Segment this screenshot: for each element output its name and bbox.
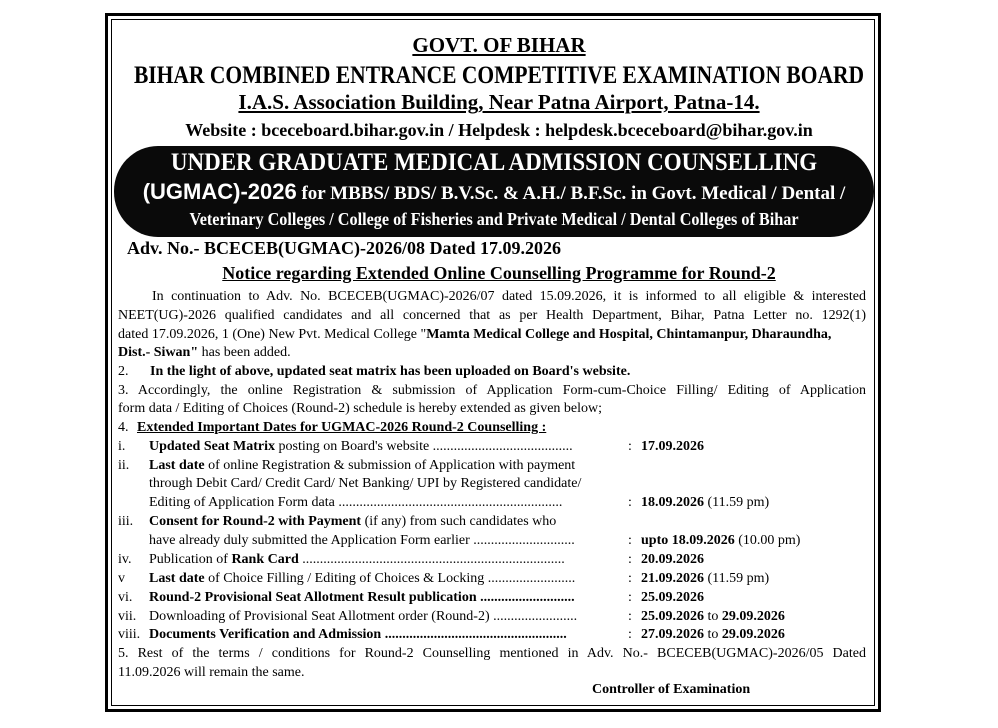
dates-heading: Extended Important Dates for UGMAC-2026 Round-2 Counselling : xyxy=(137,420,547,435)
para3-line2: form data / Editing of Choices (Round-2) schedule is hereby extended as given below; xyxy=(118,401,603,416)
para5-line2: 11.09.2026 will remain the same. xyxy=(118,665,305,680)
item-vii-colon: : xyxy=(628,609,632,624)
para3-line1: 3. Accordingly, the online Registration & submission of Application Form-cum-Choice Filling/ Editing of Application xyxy=(118,383,866,398)
item-ii-line2: through Debit Card/ Credit Card/ Net Banking/ UPI by Registered candidate/ xyxy=(149,476,582,491)
board-address: I.A.S. Association Building, Near Patna Airport, Patna-14. xyxy=(238,90,760,114)
item-vii-date xyxy=(641,609,785,625)
item-viii-date xyxy=(641,627,785,643)
para1-line3 xyxy=(118,327,831,343)
item-iii-rest: (if any) from such candidates who xyxy=(361,514,557,529)
item-iii-colon: : xyxy=(628,533,632,548)
item-v-time: (11.59 pm) xyxy=(704,571,770,586)
banner-courses: for MBBS/ BDS/ B.V.Sc. & A.H./ B.F.Sc. in Govt. Medical / Dental / xyxy=(296,183,846,204)
item-i-label xyxy=(149,439,573,455)
item-iv-colon: : xyxy=(628,552,632,567)
item-i-bold: Updated Seat Matrix xyxy=(149,439,275,454)
item-iv-pre: Publication of xyxy=(149,552,232,567)
item-ii-label xyxy=(149,458,575,474)
item-iii-date-value: 18.09.2026 xyxy=(671,533,735,548)
item-iii-bold: Consent for Round-2 with Payment xyxy=(149,514,362,529)
banner-line-3: Veterinary Colleges / College of Fisheries and Private Medical / Dental Colleges of Bihar xyxy=(189,209,799,229)
website-helpdesk: Website : bceceboard.bihar.gov.in / Helpdesk : helpdesk.bceceboard@bihar.gov.in xyxy=(185,120,813,140)
banner-line-2 xyxy=(114,179,874,205)
item-vi-colon: : xyxy=(628,590,632,605)
board-name: BIHAR COMBINED ENTRANCE COMPETITIVE EXAMINATION BOARD xyxy=(133,62,865,89)
item-vii-number: vii. xyxy=(118,609,137,624)
para2-number: 2. xyxy=(118,364,129,379)
item-vii-label: Downloading of Provisional Seat Allotment order (Round-2) ........................ xyxy=(149,609,578,624)
item-vii-end: 29.09.2026 xyxy=(721,609,785,624)
item-vii-to: to xyxy=(704,609,722,624)
item-iii-line2: have already duly submitted the Application Form earlier ............................. xyxy=(149,533,575,548)
item-viii-label: Documents Verification and Admission .................................................... xyxy=(149,627,567,642)
college-district: Dist.- Siwan" xyxy=(118,345,199,360)
item-vi-date: 25.09.2026 xyxy=(641,590,704,605)
item-ii-line3: Editing of Application Form data ................................................................ xyxy=(149,495,563,510)
item-viii-colon: : xyxy=(628,627,632,642)
item-viii-start: 27.09.2026 xyxy=(641,627,704,642)
item-iv-number: iv. xyxy=(118,552,132,567)
title-banner xyxy=(114,146,874,237)
item-ii-date xyxy=(641,495,769,511)
banner-ugmac: (UGMAC)-2026 xyxy=(142,179,297,204)
college-name: Mamta Medical College and Hospital, Chintamanpur, Dharaundha, xyxy=(426,327,832,342)
item-iii-date xyxy=(641,533,800,549)
item-v-label xyxy=(149,571,575,587)
item-i-date: 17.09.2026 xyxy=(641,439,704,454)
banner-line-1: UNDER GRADUATE MEDICAL ADMISSION COUNSELLING xyxy=(170,149,818,176)
item-ii-time: (11.59 pm) xyxy=(704,495,770,510)
item-iii-time: (10.00 pm) xyxy=(734,533,801,548)
item-vi-label: Round-2 Provisional Seat Allotment Result publication ........................... xyxy=(149,590,575,605)
item-v-bold: Last date xyxy=(149,571,205,586)
item-vii-start: 25.09.2026 xyxy=(641,609,704,624)
item-iv-label xyxy=(149,552,565,568)
item-viii-number: viii. xyxy=(118,627,141,642)
item-iv-date: 20.09.2026 xyxy=(641,552,704,567)
item-i-rest: posting on Board's website ........................................ xyxy=(275,439,573,454)
item-viii-to: to xyxy=(704,627,722,642)
para4-number: 4. xyxy=(118,420,129,435)
item-iv-rest: ........................................................................... xyxy=(298,552,565,567)
item-ii-rest: of online Registration & submission of Application with payment xyxy=(204,458,576,473)
item-v-date xyxy=(641,571,769,587)
item-iv-bold: Rank Card xyxy=(231,552,299,567)
item-ii-bold: Last date xyxy=(149,458,205,473)
para1-line4-text: has been added. xyxy=(198,345,291,360)
item-ii-colon: : xyxy=(628,495,632,510)
item-iii-number: iii. xyxy=(118,514,134,529)
govt-heading: GOVT. OF BIHAR xyxy=(412,33,586,57)
item-v-date-value: 21.09.2026 xyxy=(641,571,704,586)
para1-line2: NEET(UG)-2026 qualified candidates and all concerned that as per Health Department, Bihar, Patna Letter no. 1292(1) xyxy=(118,308,866,323)
item-viii-end: 29.09.2026 xyxy=(721,627,785,642)
para5-line1: 5. Rest of the terms / conditions for Round-2 Counselling mentioned in Adv. No.- BCECEB(UGMAC)-2026/05 Dated xyxy=(118,646,866,661)
para2-text: In the light of above, updated seat matrix has been uploaded on Board's website. xyxy=(150,364,631,379)
item-i-number: i. xyxy=(118,439,126,454)
item-v-colon: : xyxy=(628,571,632,586)
item-ii-date-value: 18.09.2026 xyxy=(641,495,704,510)
item-v-rest: of Choice Filling / Editing of Choices & Locking ......................... xyxy=(204,571,576,586)
notice-title: Notice regarding Extended Online Counselling Programme for Round-2 xyxy=(222,263,776,283)
signature-controller: Controller of Examination xyxy=(592,682,751,697)
item-vi-number: vi. xyxy=(118,590,133,605)
para1-line1: In continuation to Adv. No. BCECEB(UGMAC)-2026/07 dated 15.09.2026, it is informed to all eligible & interested xyxy=(152,289,866,304)
item-ii-number: ii. xyxy=(118,458,130,473)
item-i-colon: : xyxy=(628,439,632,454)
para1-line4 xyxy=(118,345,291,361)
item-iii-label xyxy=(149,514,556,530)
item-v-number: v xyxy=(118,571,125,586)
advertisement-number: Adv. No.- BCECEB(UGMAC)-2026/08 Dated 17.09.2026 xyxy=(127,238,561,258)
para1-line3-text: dated 17.09.2026, 1 (One) New Pvt. Medical College " xyxy=(118,327,427,342)
item-iii-upto: upto xyxy=(641,533,672,548)
